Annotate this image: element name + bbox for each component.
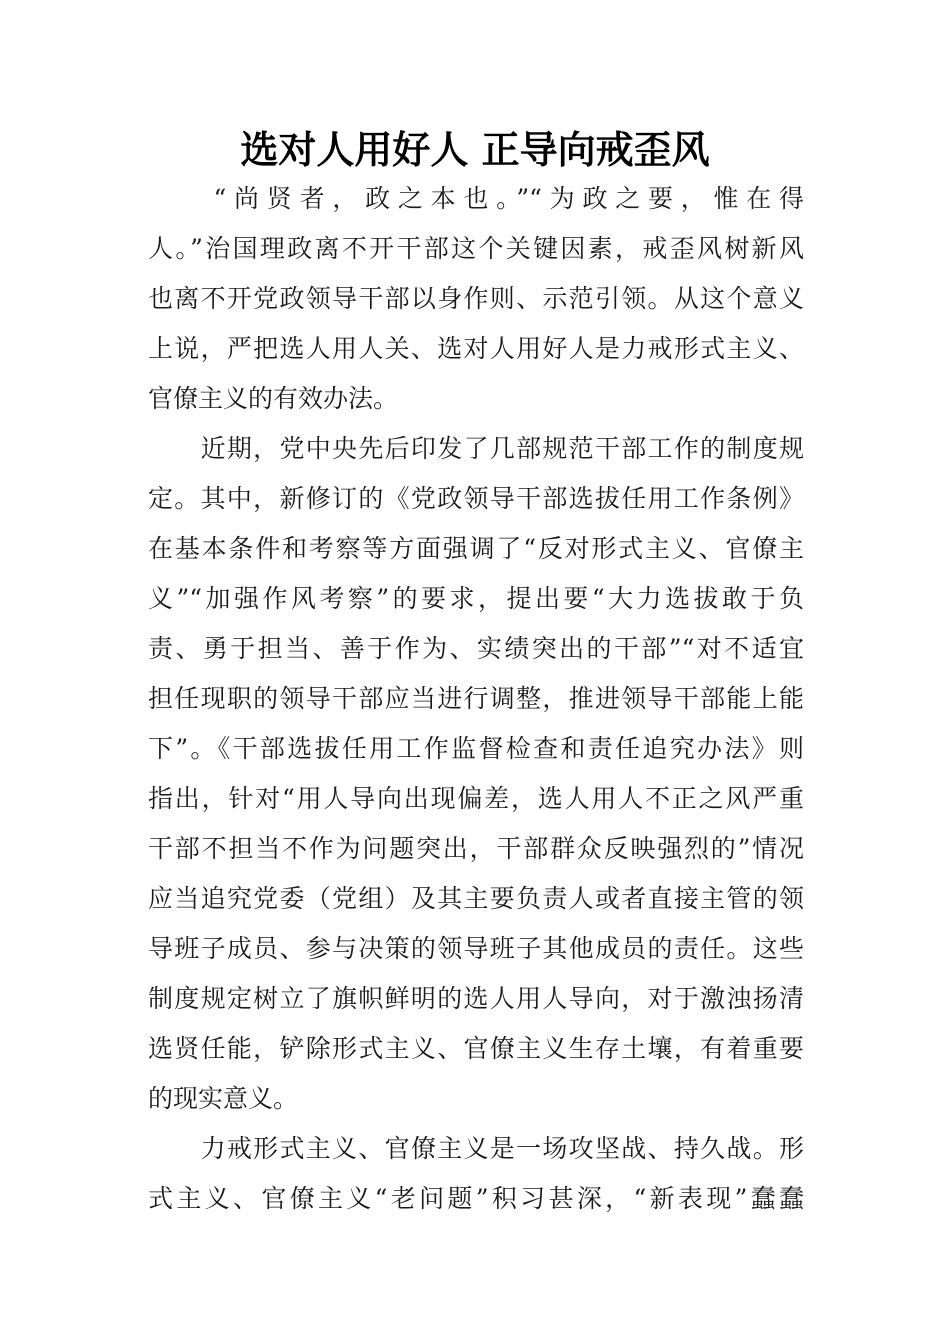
paragraph-line: 人。”治国理政离不开干部这个关键因素，戒歪风树新风: [148, 234, 804, 263]
paragraph-line: 制度规定树立了旗帜鲜明的选人用人导向，对于激浊扬清: [148, 984, 804, 1013]
paragraph-line: 近期，党中央先后印发了几部规范干部工作的制度规: [148, 434, 804, 463]
paragraph-line: 也离不开党政领导干部以身作则、示范引领。从这个意义: [148, 284, 804, 313]
paragraph-line: 上说，严把选人用人关、选对人用好人是力戒形式主义、: [148, 334, 804, 363]
paragraph-line: 官僚主义的有效办法。: [148, 384, 399, 413]
paragraph-line: 力戒形式主义、官僚主义是一场攻坚战、持久战。形: [148, 1134, 804, 1163]
paragraph-line: 在基本条件和考察等方面强调了“反对形式主义、官僚主: [148, 534, 804, 563]
paragraph-line: 下”。《干部选拔任用工作监督检查和责任追究办法》则: [148, 734, 804, 763]
document-title: 选对人用好人 正导向戒歪风: [240, 127, 710, 172]
paragraph-line: “尚贤者，政之本也。”“为政之要，惟在得: [148, 184, 804, 213]
paragraph-line: 选贤任能，铲除形式主义、官僚主义生存土壤，有着重要: [148, 1034, 804, 1063]
paragraph-line: 义”“加强作风考察”的要求，提出要“大力选拔敢于负: [148, 584, 804, 613]
paragraph-line: 导班子成员、参与决策的领导班子其他成员的责任。这些: [148, 934, 804, 963]
paragraph-line: 指出，针对“用人导向出现偏差，选人用人不正之风严重: [148, 784, 804, 813]
paragraph-line: 的现实意义。: [148, 1084, 299, 1113]
paragraph-line: 式主义、官僚主义“老问题”积习甚深，“新表现”蠢蠢: [148, 1184, 804, 1213]
paragraph-line: 担任现职的领导干部应当进行调整，推进领导干部能上能: [148, 684, 804, 713]
paragraph-line: 责、勇于担当、善于作为、实绩突出的干部”“对不适宜: [148, 634, 804, 663]
paragraph-line: 定。其中，新修订的《党政领导干部选拔任用工作条例》: [148, 484, 804, 513]
paragraph-line: 应当追究党委（党组）及其主要负责人或者直接主管的领: [148, 884, 804, 913]
paragraph-line: 干部不担当不作为问题突出，干部群众反映强烈的”情况: [148, 834, 804, 863]
